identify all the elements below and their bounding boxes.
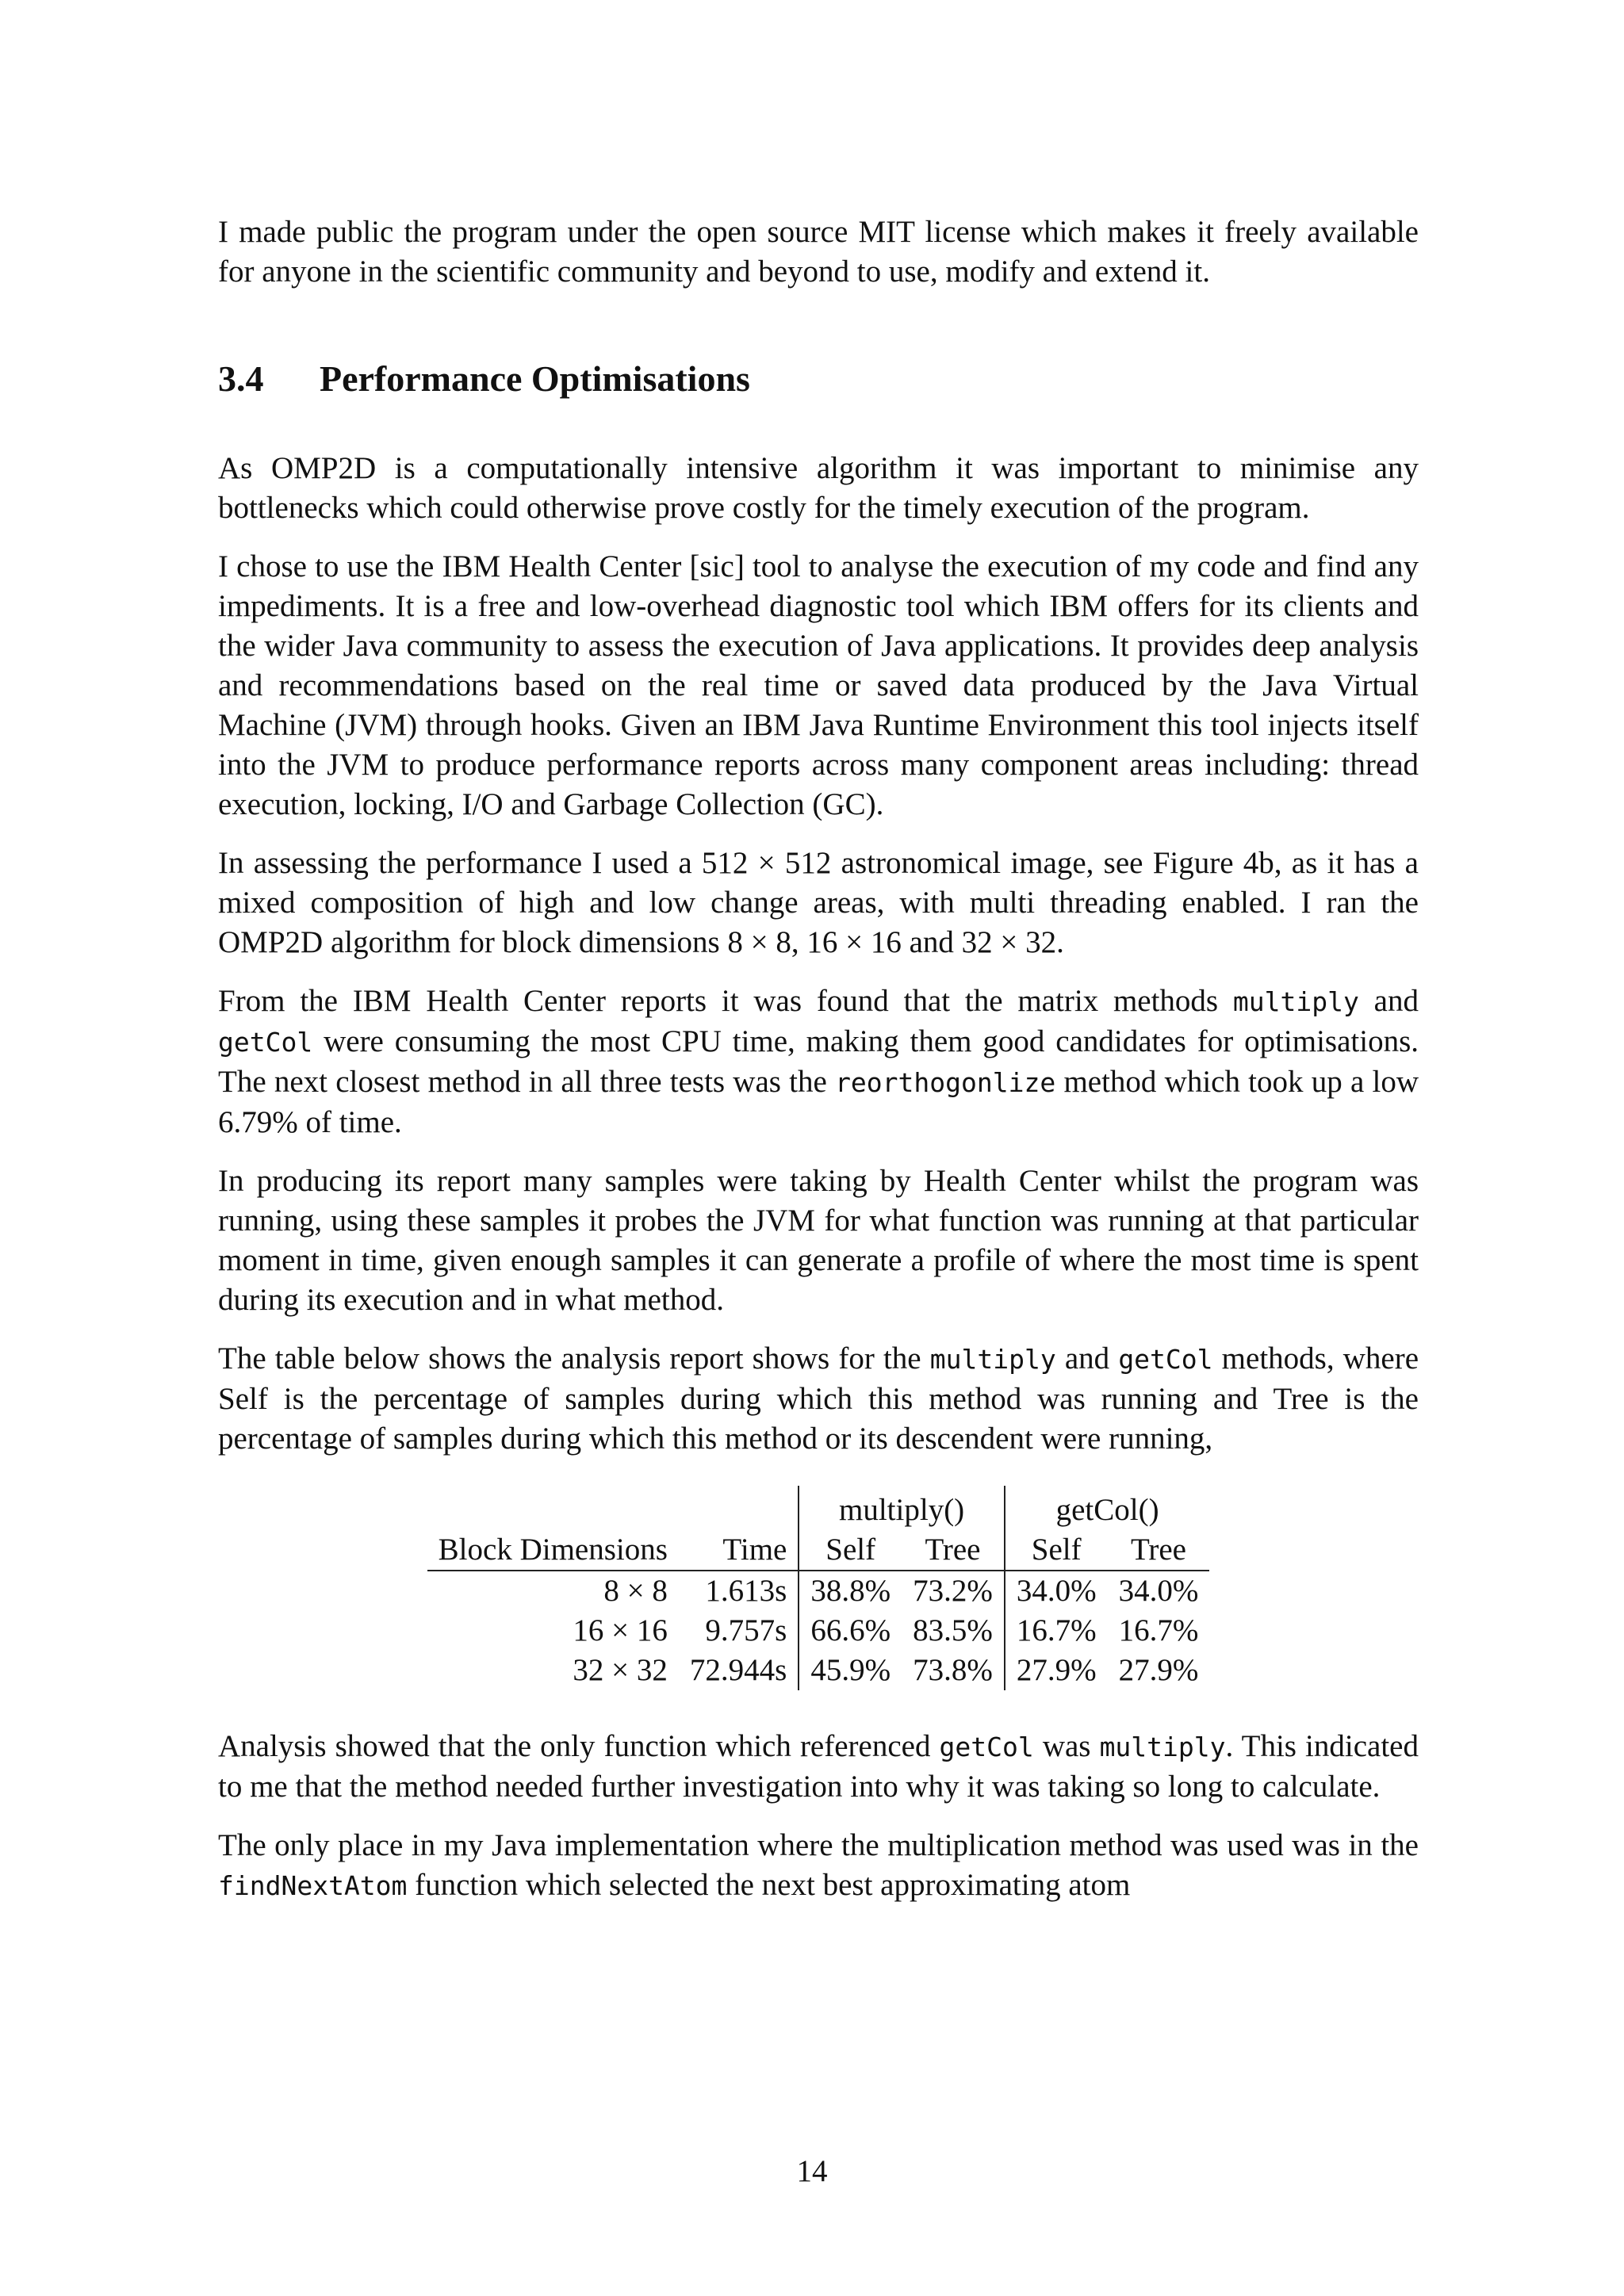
code-multiply: multiply: [1232, 986, 1359, 1017]
table-cell: 83.5%: [902, 1611, 1005, 1651]
table-cell: [427, 1486, 679, 1530]
table-cell: 16.7%: [1118, 1613, 1199, 1647]
paragraph-find-next-atom: [218, 1826, 1419, 1906]
table-cell: 8 × 8: [603, 1574, 668, 1608]
group-header-multiply: multiply(): [799, 1486, 1005, 1530]
page-number: 14: [796, 2154, 828, 2188]
column-header-getcol-self: Self: [1005, 1530, 1108, 1571]
section-title: Performance Optimisations: [320, 358, 750, 399]
page-content: [218, 212, 1419, 1925]
text-span: function which selected the next best approximating atom: [407, 1868, 1131, 1902]
table-cell: 73.2%: [902, 1571, 1005, 1611]
code-multiply: multiply: [929, 1344, 1056, 1375]
paragraph-health-center: I chose to use the IBM Health Center [sic] tool to analyse the execution of my code and find any impediments. It is a free and low-overhead diagnostic tool which IBM offers for its clients and the wider Java community to assess the execution of Java applications. It provides deep analysis and recommendations based on the real time or saved data produced by the Java Virtual Machine (JVM) through hooks. Given an IBM Java Runtime Environment this tool injects itself into the JVM to produce performance reports across many component areas including: thread execution, locking, I/O and Garbage Collection (GC).: [218, 549, 1419, 821]
intro-paragraph: I made public the program under the open source MIT license which makes it freely available for anyone in the scientific community and beyond to use, modify and extend it.: [218, 215, 1419, 289]
table-cell: [679, 1486, 799, 1530]
table-cell: 16 × 16: [573, 1613, 668, 1647]
text-span: From the IBM Health Center reports it was found that the matrix methods: [218, 984, 1233, 1018]
paragraph-table-intro: [218, 1339, 1419, 1459]
text-span: methods, where Self is the percentage of samples during which this method was running and Tree is the percentage of samples during which this method or its descendent were running,: [218, 1341, 1419, 1456]
results-table: [427, 1486, 1210, 1690]
column-header-multiply-tree: Tree: [902, 1530, 1005, 1571]
text-span: were consuming the most CPU time, making them good candidates for optimisations. The next closest method in all three tests was the: [218, 1024, 1419, 1099]
code-getcol: getCol: [218, 1027, 313, 1058]
table-cell: 73.8%: [902, 1651, 1005, 1690]
section-heading: [218, 357, 1419, 401]
table-cell: 1.613s: [679, 1571, 799, 1611]
table-cell: 38.8%: [810, 1574, 891, 1608]
code-getcol: getCol: [1118, 1344, 1213, 1375]
text-span: Analysis showed that the only function which referenced: [218, 1729, 940, 1763]
text-span: and: [1358, 984, 1419, 1018]
table-row: [427, 1571, 1210, 1611]
code-findnextatom: findNextAtom: [218, 1870, 408, 1901]
text-span: The table below shows the analysis report shows for the: [218, 1341, 930, 1376]
paragraph-cpu-time: [218, 982, 1419, 1142]
paragraph-analysis: [218, 1727, 1419, 1807]
table-cell: 27.9%: [1016, 1653, 1097, 1687]
code-getcol: getCol: [939, 1732, 1034, 1762]
table-cell: 9.757s: [679, 1611, 799, 1651]
table-group-header-row: [427, 1486, 1210, 1530]
text-span: was: [1033, 1729, 1100, 1763]
table-cell: 66.6%: [810, 1613, 891, 1647]
paragraph-assessment: In assessing the performance I used a 512 × 512 astronomical image, see Figure 4b, as it has a mixed composition of high and low change areas, with multi threading enabled. I ran the OMP2D algorithm for block dimensions 8 × 8, 16 × 16 and 32 × 32.: [218, 846, 1419, 959]
table-column-header-row: [427, 1530, 1210, 1571]
column-header-block-dimensions: Block Dimensions: [427, 1530, 679, 1571]
text-span: method which took up a low 6.79% of time.: [218, 1065, 1419, 1139]
table-cell: 72.944s: [679, 1651, 799, 1690]
group-header-getcol: getCol(): [1055, 1493, 1159, 1527]
results-table-wrapper: [218, 1486, 1419, 1690]
table-cell: 16.7%: [1016, 1613, 1097, 1647]
table-cell: 34.0%: [1016, 1574, 1097, 1608]
column-header-multiply-self: Self: [799, 1530, 902, 1571]
table-cell: 34.0%: [1118, 1574, 1199, 1608]
column-header-time: Time: [679, 1530, 799, 1571]
section-number: 3.4: [218, 358, 264, 399]
paragraph-samples: In producing its report many samples were taking by Health Center whilst the program was running, using these samples it probes the JVM for what function was running at that particular moment in time, given enough samples it can generate a profile of where the most time is spent during its execution and in what method.: [218, 1164, 1419, 1317]
text-span: and: [1055, 1341, 1119, 1376]
table-row: [427, 1611, 1210, 1651]
text-span: The only place in my Java implementation where the multiplication method was used was in the: [218, 1828, 1419, 1862]
code-reorthogonlize: reorthogonlize: [835, 1067, 1056, 1098]
table-row: [427, 1651, 1210, 1690]
table-cell: 27.9%: [1118, 1653, 1199, 1687]
text-span: . This indicated to me that the method needed further investigation into why it was taking so long to calculate.: [218, 1729, 1419, 1804]
paragraph-bottlenecks: As OMP2D is a computationally intensive algorithm it was important to minimise any bottlenecks which could otherwise prove costly for the timely execution of the program.: [218, 451, 1419, 525]
code-multiply: multiply: [1099, 1732, 1226, 1762]
table-cell: 45.9%: [810, 1653, 891, 1687]
table-cell: 32 × 32: [573, 1653, 668, 1687]
column-header-getcol-tree: Tree: [1108, 1530, 1210, 1571]
